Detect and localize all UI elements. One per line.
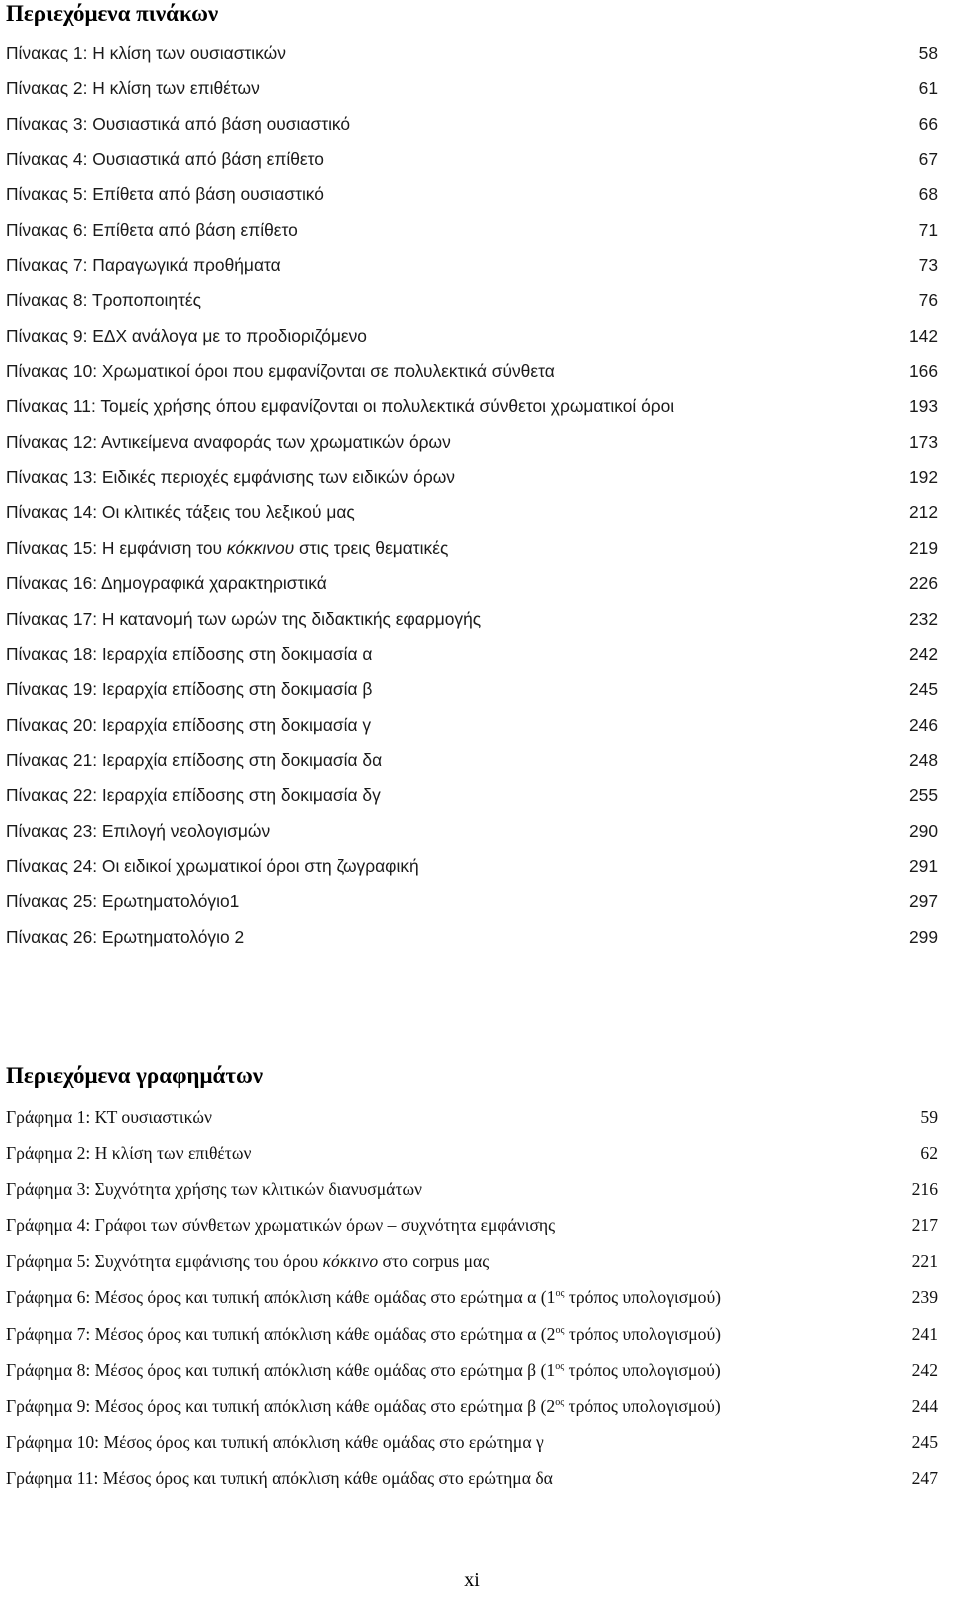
toc-entry-text: Πίνακας 1: Η κλίση των ουσιαστικών [6, 43, 286, 63]
toc-entry[interactable] [6, 1355, 938, 1391]
toc-entry-superscript: ος [555, 1288, 565, 1300]
toc-entry-text: Πίνακας 20: Ιεραρχία επίδοσης στη δοκιμασία γ [6, 714, 372, 735]
toc-entry-label [6, 1319, 721, 1349]
toc-entry-text: Πίνακας 6: Επίθετα από βάση επίθετο [6, 219, 298, 240]
toc-entry-label [6, 1210, 555, 1240]
toc-entry[interactable] [6, 1102, 938, 1138]
toc-entry-text: Πίνακας 24: Οι ειδικοί χρωματικοί όροι στη ζωγραφική [6, 855, 419, 876]
toc-entry-text: Πίνακας 14: Οι κλιτικές τάξεις του λεξικού μας [6, 502, 355, 523]
toc-entry[interactable] [6, 1246, 938, 1282]
toc-entry-text: Γράφημα 2: Η κλίση των επιθέτων [6, 1143, 252, 1164]
toc-entry-page-number: 255 [908, 785, 938, 806]
toc-entry[interactable] [6, 38, 938, 73]
toc-entry-label [6, 1282, 721, 1312]
toc-entry-label [6, 922, 244, 952]
toc-entry-page-number: 67 [918, 149, 938, 170]
toc-entry-label [6, 568, 327, 598]
toc-entry-text: στο corpus μας [378, 1251, 490, 1272]
toc-entry-page-number: 212 [908, 502, 938, 523]
toc-entry-page-number: 244 [911, 1395, 938, 1416]
toc-entry-superscript: ος [555, 1324, 565, 1336]
toc-entry[interactable] [6, 568, 938, 603]
toc-entry-text: Πίνακας 25: Ερωτηματολόγιο1 [6, 891, 240, 912]
toc-entry-page-number: 166 [908, 361, 938, 382]
toc-entry-page-number: 59 [920, 1107, 938, 1127]
toc-entry[interactable] [6, 604, 938, 639]
toc-entry-label [6, 427, 451, 457]
toc-entry-text: Γράφημα 1: ΚΤ ουσιαστικών [6, 1107, 212, 1127]
toc-entry-text: Γράφημα 11: Μέσος όρος και τυπική απόκλιση κάθε ομάδας στο ερώτημα δα [6, 1467, 553, 1488]
toc-entry-label [6, 144, 324, 174]
toc-entry-text: τρόπος υπολογισμού) [564, 1287, 722, 1308]
toc-entry-text: Πίνακας 9: ΕΔΧ ανάλογα με το προδιοριζόμενο [6, 325, 367, 346]
toc-entry-page-number: 76 [918, 290, 938, 311]
toc-entry-page-number: 193 [908, 396, 938, 417]
toc-entry-page-number: 299 [908, 926, 938, 947]
toc-entry-text: Γράφημα 8: Μέσος όρος και τυπική απόκλιση κάθε ομάδας στο ερώτημα β (1 [6, 1359, 556, 1380]
toc-entry[interactable] [6, 179, 938, 214]
toc-entry[interactable] [6, 533, 938, 568]
toc-entry-label [6, 497, 355, 527]
toc-entry-text: Γράφημα 4: Γράφοι των σύνθετων χρωματικών όρων – συχνότητα εμφάνισης [6, 1215, 556, 1236]
toc-entry-text: Γράφημα 9: Μέσος όρος και τυπική απόκλιση κάθε ομάδας στο ερώτημα β (2 [6, 1395, 556, 1416]
toc-entry[interactable] [6, 250, 938, 285]
toc-entry-label [6, 1427, 544, 1457]
charts-section-title: Περιεχόμενα γραφημάτων [6, 1063, 264, 1088]
toc-entry-text: Πίνακας 15: Η εμφάνιση του [6, 537, 227, 558]
toc-entry[interactable] [6, 1319, 938, 1355]
toc-entry-italic-term: κόκκινου [226, 537, 295, 558]
toc-entry[interactable] [6, 73, 938, 108]
toc-entry[interactable] [6, 109, 938, 144]
toc-entry-page-number: 66 [918, 113, 938, 134]
toc-entry-label [6, 851, 419, 881]
toc-entry-page-number: 242 [908, 643, 938, 664]
toc-entry-label [6, 780, 381, 810]
toc-entry-page-number: 241 [911, 1323, 938, 1344]
toc-entry-label [6, 462, 455, 492]
toc-entry[interactable] [6, 321, 938, 356]
toc-entry-page-number: 248 [908, 749, 938, 770]
toc-entry-text: Πίνακας 21: Ιεραρχία επίδοσης στη δοκιμασία δα [6, 749, 383, 770]
toc-entry-label [6, 109, 350, 139]
toc-entry-text: Πίνακας 23: Επιλογή νεολογισμών [6, 820, 271, 841]
toc-entry[interactable] [6, 745, 938, 780]
toc-entry-text: Πίνακας 22: Ιεραρχία επίδοσης στη δοκιμασία δγ [6, 785, 381, 806]
toc-entry-page-number: 226 [908, 573, 938, 594]
toc-entry-page-number: 232 [908, 608, 938, 629]
toc-entry-page-number: 62 [920, 1143, 938, 1164]
toc-entry-label [6, 285, 201, 315]
toc-entry-label [6, 710, 371, 740]
toc-entry-page-number: 58 [918, 43, 938, 63]
toc-entry-text: τρόπος υπολογισμού) [564, 1359, 721, 1380]
toc-entry-page-number: 68 [918, 184, 938, 205]
toc-entry-text: Πίνακας 17: Η κατανομή των ωρών της διδακτικής εφαρμογής [6, 608, 482, 629]
toc-entry[interactable] [6, 1174, 938, 1210]
toc-entry-label [6, 321, 367, 351]
toc-entry-label [6, 1355, 721, 1385]
toc-entry-page-number: 217 [911, 1215, 938, 1236]
toc-entry-text: Γράφημα 3: Συχνότητα χρήσης των κλιτικών διανυσμάτων [6, 1179, 422, 1200]
toc-entry-label [6, 1246, 489, 1276]
toc-entry[interactable] [6, 356, 938, 391]
toc-entry-page-number: 71 [918, 219, 938, 240]
toc-entry-page-number: 61 [918, 78, 938, 99]
toc-entry[interactable] [6, 1427, 938, 1463]
toc-entry-text: Πίνακας 26: Ερωτηματολόγιο 2 [6, 926, 245, 947]
toc-entry[interactable] [6, 1391, 938, 1427]
toc-entry-page-number: 290 [908, 820, 938, 841]
toc-entry-page-number: 291 [908, 855, 938, 876]
toc-entry-text: Πίνακας 19: Ιεραρχία επίδοσης στη δοκιμασία β [6, 679, 373, 700]
toc-entry-label [6, 886, 239, 916]
toc-entry-text: Γράφημα 5: Συχνότητα εμφάνισης του όρου [6, 1251, 323, 1272]
toc-entry-label [6, 1174, 422, 1204]
toc-entry-label [6, 639, 372, 669]
toc-entry[interactable] [6, 391, 938, 426]
toc-entry-superscript: ος [555, 1396, 565, 1408]
toc-entry-text: Πίνακας 11: Τομείς χρήσης όπου εμφανίζονται οι πολυλεκτικά σύνθετοι χρωματικοί όροι [6, 396, 675, 417]
toc-entry-page-number: 247 [911, 1467, 938, 1488]
toc-entry[interactable] [6, 851, 938, 886]
toc-entry-text: Πίνακας 13: Ειδικές περιοχές εμφάνισης των ειδικών όρων [6, 467, 455, 488]
tables-section-title: Περιεχόμενα πινάκων [6, 1, 219, 26]
toc-entry-text: Πίνακας 10: Χρωματικοί όροι που εμφανίζονται σε πολυλεκτικά σύνθετα [6, 361, 555, 382]
toc-entry-label [6, 674, 372, 704]
toc-entry-text: Γράφημα 10: Μέσος όρος και τυπική απόκλιση κάθε ομάδας στο ερώτημα γ [6, 1431, 544, 1452]
toc-entry-label [6, 745, 382, 775]
toc-entry-text: Πίνακας 3: Ουσιαστικά από βάση ουσιαστικό [6, 113, 351, 134]
toc-entry[interactable] [6, 922, 938, 957]
toc-entry-label [6, 816, 270, 846]
toc-entry-label [6, 215, 298, 245]
toc-entry[interactable] [6, 427, 938, 462]
toc-entry-page-number: 297 [908, 891, 938, 912]
toc-entry-label [6, 179, 324, 209]
toc-entry-label [6, 391, 674, 421]
toc-entry[interactable] [6, 886, 938, 921]
toc-entry-page-number: 192 [908, 467, 938, 488]
toc-entry-label [6, 1138, 251, 1168]
toc-entry-page-number: 245 [911, 1431, 938, 1452]
toc-entry-text: Πίνακας 5: Επίθετα από βάση ουσιαστικό [6, 184, 324, 205]
toc-entry[interactable] [6, 144, 938, 179]
toc-entry-page-number: 239 [911, 1287, 938, 1308]
toc-entry-label [6, 533, 448, 563]
toc-entry[interactable] [6, 674, 938, 709]
toc-entry-text: Πίνακας 2: Η κλίση των επιθέτων [6, 78, 260, 99]
toc-entry-page-number: 219 [908, 537, 938, 558]
toc-entry-page-number: 245 [908, 679, 938, 700]
toc-entry-text: Γράφημα 7: Μέσος όρος και τυπική απόκλιση κάθε ομάδας στο ερώτημα α (2 [6, 1323, 556, 1344]
toc-entry-italic-term: κόκκινο [322, 1251, 379, 1272]
toc-entry[interactable] [6, 780, 938, 815]
toc-entry-text: Πίνακας 8: Τροποποιητές [6, 290, 202, 311]
tables-toc-list [6, 38, 938, 957]
toc-entry-page-number: 246 [908, 714, 938, 735]
toc-entry-label [6, 1102, 212, 1132]
toc-entry[interactable] [6, 462, 938, 497]
toc-entry[interactable] [6, 816, 938, 851]
toc-entry-text: Πίνακας 12: Αντικείμενα αναφοράς των χρωματικών όρων [6, 431, 451, 452]
toc-entry-text: Πίνακας 7: Παραγωγικά προθήματα [6, 255, 281, 276]
toc-entry-label [6, 356, 555, 386]
toc-entry-label [6, 1391, 721, 1421]
toc-entry[interactable] [6, 639, 938, 674]
toc-entry-text: Πίνακας 18: Ιεραρχία επίδοσης στη δοκιμασία α [6, 643, 373, 664]
toc-entry-label [6, 250, 281, 280]
toc-entry[interactable] [6, 1463, 938, 1499]
toc-entry-text: τρόπος υπολογισμού) [564, 1395, 721, 1416]
toc-entry-page-number: 173 [908, 431, 938, 452]
toc-entry[interactable] [6, 1282, 938, 1318]
toc-entry[interactable] [6, 710, 938, 745]
toc-entry[interactable] [6, 497, 938, 532]
page-number: xi [464, 1569, 480, 1591]
toc-entry-page-number: 242 [911, 1359, 938, 1380]
toc-entry[interactable] [6, 1210, 938, 1246]
toc-entry[interactable] [6, 1138, 938, 1174]
toc-entry-text: Πίνακας 16: Δημογραφικά χαρακτηριστικά [6, 573, 327, 594]
toc-entry-text: Πίνακας 4: Ουσιαστικά από βάση επίθετο [6, 149, 324, 170]
toc-entry[interactable] [6, 285, 938, 320]
toc-entry-page-number: 216 [911, 1179, 938, 1200]
toc-entry-page-number: 221 [911, 1251, 938, 1272]
toc-entry-superscript: ος [555, 1360, 565, 1372]
toc-entry-label [6, 38, 286, 68]
toc-entry[interactable] [6, 215, 938, 250]
toc-entry-text: Γράφημα 6: Μέσος όρος και τυπική απόκλιση κάθε ομάδας στο ερώτημα α (1 [6, 1287, 556, 1308]
toc-entry-text: τρόπος υπολογισμού) [564, 1323, 722, 1344]
toc-entry-page-number: 73 [918, 255, 938, 276]
toc-entry-page-number: 142 [908, 325, 938, 346]
toc-entry-label [6, 1463, 553, 1493]
toc-entry-label [6, 604, 481, 634]
charts-toc-list [6, 1102, 938, 1499]
toc-entry-text: στις τρεις θεματικές [294, 537, 449, 558]
toc-entry-label [6, 73, 260, 103]
